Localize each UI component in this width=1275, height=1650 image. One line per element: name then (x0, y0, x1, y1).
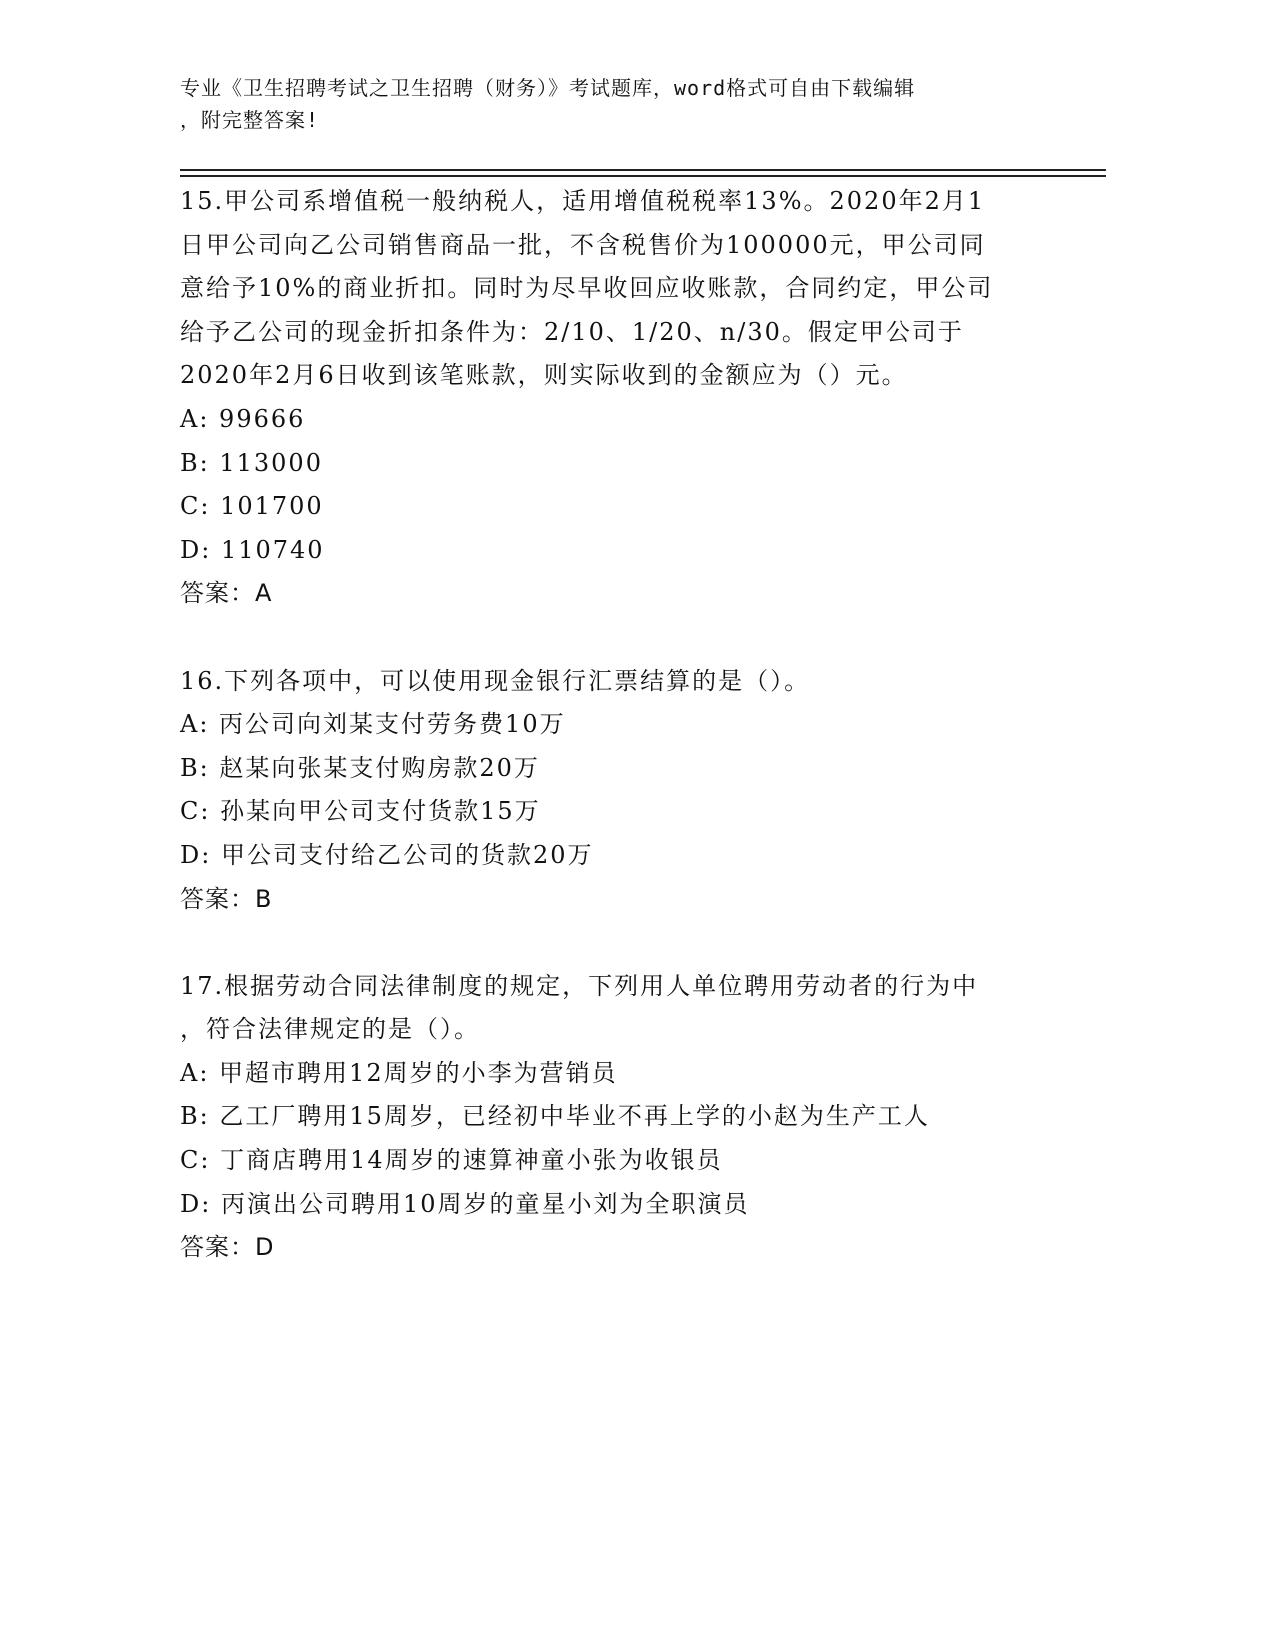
question-text: 意给予10%的商业折扣。同时为尽早收回应收账款，合同约定，甲公司 (180, 274, 994, 303)
option: D: 甲公司支付给乙公司的货款20万 (180, 840, 594, 869)
option: B: 113000 (180, 448, 323, 477)
question-text: 17.根据劳动合同法律制度的规定，下列用人单位聘用劳动者的行为中 (180, 971, 979, 1000)
option: A: 丙公司向刘某支付劳务费10万 (180, 710, 566, 739)
question-text: 日甲公司向乙公司销售商品一批，不含税售价为100000元，甲公司同 (180, 230, 986, 259)
question-text: ，符合法律规定的是（）。 (180, 1015, 480, 1044)
option: B: 赵某向张某支付购房款20万 (180, 753, 540, 782)
question-list (180, 180, 1060, 1313)
option: D: 110740 (180, 535, 325, 564)
answer: 答案：D (180, 1233, 275, 1262)
option: C: 丁商店聘用14周岁的速算神童小张为收银员 (180, 1146, 723, 1175)
question-17 (180, 965, 1060, 1270)
document-header (180, 72, 1040, 136)
question-text: 16.下列各项中，可以使用现金银行汇票结算的是（）。 (180, 666, 811, 695)
divider (180, 169, 1106, 171)
divider (180, 175, 1106, 177)
question-text: 2020年2月6日收到该笔账款，则实际收到的金额应为（）元。 (180, 361, 908, 390)
question-16 (180, 660, 1060, 922)
header-line: ，附完整答案! (180, 108, 320, 132)
question-text: 15.甲公司系增值税一般纳税人，适用增值税税率13%。2020年2月1 (180, 187, 986, 215)
option: C: 101700 (180, 492, 324, 521)
question-text: 给予乙公司的现金折扣条件为：2/10、1/20、n/30。假定甲公司于 (180, 317, 964, 346)
option: D: 丙演出公司聘用10周岁的童星小刘为全职演员 (180, 1189, 750, 1218)
answer: 答案：A (180, 579, 273, 608)
option: A: 99666 (180, 404, 306, 433)
answer: 答案：B (180, 884, 273, 913)
option: B: 乙工厂聘用15周岁，已经初中毕业不再上学的小赵为生产工人 (180, 1102, 930, 1131)
question-15 (180, 180, 1060, 616)
header-line: 专业《卫生招聘考试之卫生招聘（财务）》考试题库，word格式可自由下载编辑 (180, 76, 916, 100)
option: A: 甲超市聘用12周岁的小李为营销员 (180, 1058, 618, 1087)
option: C: 孙某向甲公司支付货款15万 (180, 797, 541, 826)
